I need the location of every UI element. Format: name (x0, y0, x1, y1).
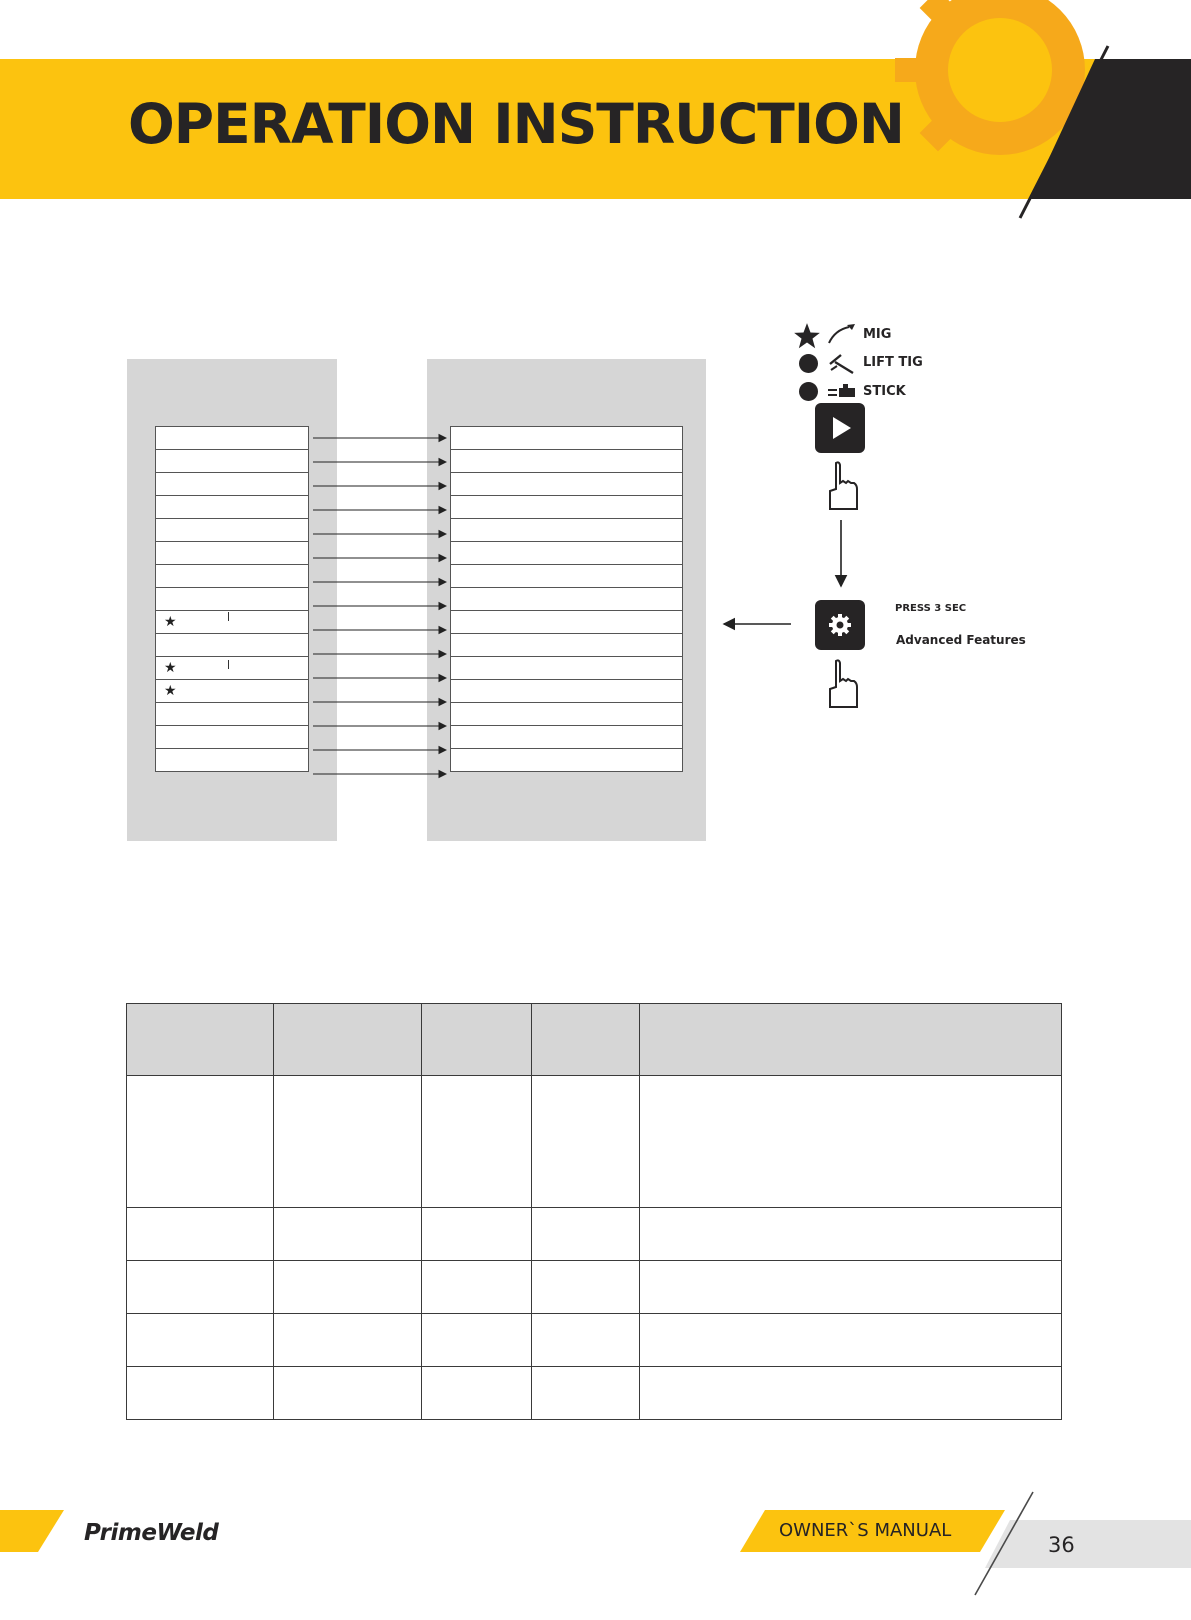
press-hand-icon (826, 659, 860, 709)
stick-electrode-icon (827, 382, 857, 402)
table-cell (640, 1261, 1062, 1314)
table-cell (421, 1208, 531, 1261)
mig-torch-icon (827, 322, 857, 346)
table-header-cell (421, 1004, 531, 1076)
table-cell (531, 1314, 640, 1367)
filled-circle-icon (799, 354, 818, 373)
table-header-row (127, 1004, 1062, 1076)
table-cell (273, 1076, 421, 1208)
table-cell (421, 1076, 531, 1208)
gear-icon (815, 600, 865, 650)
left-cell: ★ (156, 611, 309, 634)
table-cell (127, 1261, 274, 1314)
left-cell: ★ (156, 680, 309, 703)
table-header-cell (127, 1004, 274, 1076)
page-number: 36 (1048, 1533, 1075, 1557)
footer-art (0, 1480, 1191, 1620)
table-cell (273, 1367, 421, 1420)
table-header-cell (531, 1004, 640, 1076)
table-row (127, 1314, 1062, 1367)
play-button[interactable] (815, 403, 865, 453)
table-header-cell (640, 1004, 1062, 1076)
footer-page-band (985, 1520, 1191, 1568)
manual-label: OWNER`S MANUAL (779, 1520, 952, 1541)
press-hand-icon (826, 461, 860, 511)
table-cell (640, 1314, 1062, 1367)
table-header-cell (273, 1004, 421, 1076)
table-row (127, 1208, 1062, 1261)
star-icon (793, 322, 821, 350)
table-cell (640, 1367, 1062, 1420)
mode-label-stick: STICK (863, 384, 906, 399)
mode-label-mig: MIG (863, 327, 892, 342)
table-cell (273, 1261, 421, 1314)
left-cell: ★ (156, 657, 309, 680)
table-cell (531, 1208, 640, 1261)
advanced-features-label: Advanced Features (896, 633, 1026, 647)
table-cell (640, 1208, 1062, 1261)
table-cell (421, 1314, 531, 1367)
table-cell (421, 1261, 531, 1314)
settings-button[interactable] (815, 600, 865, 650)
mode-label-lift-tig: LIFT TIG (863, 355, 923, 370)
table-cell (531, 1261, 640, 1314)
table-cell (127, 1367, 274, 1420)
table-row (127, 1261, 1062, 1314)
page-title: OPERATION INSTRUCTION (128, 92, 904, 156)
settings-table (126, 1003, 1062, 1420)
filled-circle-icon (799, 382, 818, 401)
brand-logo: PrimeWeld (84, 1520, 219, 1546)
table-cell (640, 1076, 1062, 1208)
table-cell (127, 1314, 274, 1367)
tig-torch-icon (827, 352, 857, 376)
press-duration-label: PRESS 3 SEC (895, 603, 967, 614)
table-cell (531, 1076, 640, 1208)
table-cell (273, 1314, 421, 1367)
table-cell (127, 1076, 274, 1208)
table-cell (531, 1367, 640, 1420)
footer-left-accent (0, 1510, 64, 1552)
table-row (127, 1076, 1062, 1208)
play-button-icon (815, 403, 865, 453)
table-cell (421, 1367, 531, 1420)
table-cell (273, 1208, 421, 1261)
table-row (127, 1367, 1062, 1420)
table-cell (127, 1208, 274, 1261)
